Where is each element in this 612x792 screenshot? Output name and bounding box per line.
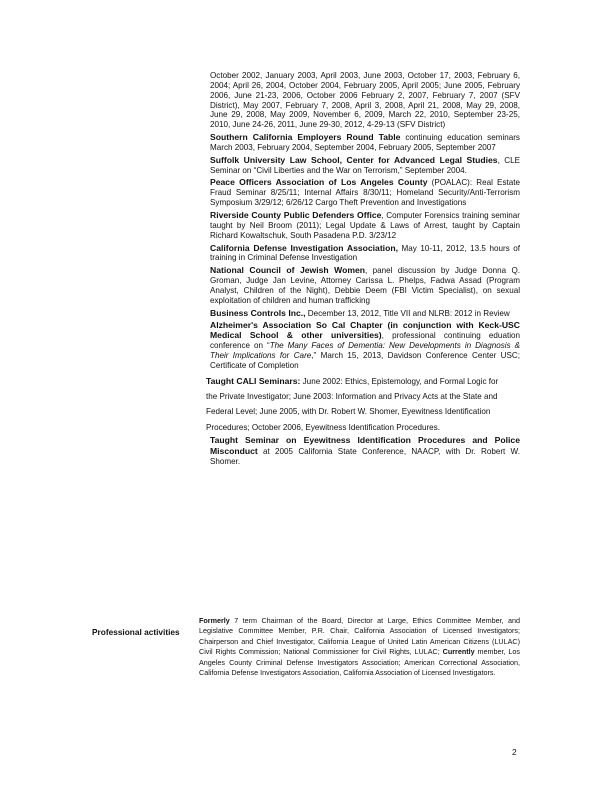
entry-text: October 2002, January 2003, April 2003, June 2003, October 17, 2003, February 6, 2004; April 26, 2004, October 2004, February 2005, April 2005; June 2005, February 2006, June 21-23, 2006, October 2006 February 2, 2007, February 7, 2007 (SFV District), May 2007, February 7, 2008, April 3, 2008, April 21, 2008, May 29, 2008, June 29, 2008, May 2009, November 6, 2009, March 22, 2010, September 23-25, 2010, June 24-26, 2011, June 29-30, 2012, 4-29-13 (SFV District): [210, 71, 520, 130]
entry-text: May 10-11, 2012, 13.5 hours of training in Criminal Defense Investigation: [210, 243, 520, 263]
entry-text: June 2002: Ethics, Epistemology, and Formal Logic for the Private Investigator; June 2003: Information and Privacy Acts at the State and Federal Level; June 2005, with Dr. Robert W. Shomer, Eyewitness Identification Procedures; October 2006, Eyewitness Identification Procedures.: [206, 376, 499, 432]
formerly-text: 7 term Chairman of the Board, Director at Large, Ethics Committee Member, and Legislative Committee Member, P.R. Chair, California Association of Licensed Investigators; Chairperson and Chief Investigator, California League of United Latin American Citizens (LULAC) Civil Rights Commission; National Commissioner for Civil Rights, LULAC;: [199, 616, 520, 657]
cali-seminars-entry: [206, 374, 506, 435]
entry-title: Southern California Employers Round Table: [210, 132, 401, 143]
professional-activities-heading: Professional activities: [92, 627, 180, 637]
entry-title: Riverside County Public Defenders Office: [210, 209, 382, 220]
entry-title: Suffolk University Law School, Center for Advanced Legal Studies: [210, 154, 498, 165]
entry-text: , professional continuing eduation conference on “: [210, 331, 520, 351]
training-entry: [210, 156, 520, 176]
training-entry: [210, 178, 520, 208]
currently-text: member, Los Angeles County Criminal Defense Investigators Association; American Correctional Association, California Defense Investigators Association, California Association of Licensed Investigators.: [199, 647, 520, 678]
entry-title: Alzheimer's Association So Cal Chapter (in conjunction with Keck-USC Medical School & other universities): [210, 320, 520, 341]
entry-text: , panel discussion by Judge Donna Q. Groman, Judge Jan Levine, Attorney Carissa L. Phelps, Fadwa Assad (Program Analyst, Children of the Night), Debbie Deem (FBI Victim Specialist), on sexual exploitation of children and human trafficking: [210, 266, 520, 305]
alzheimers-entry: [210, 321, 520, 370]
training-entry: [210, 71, 520, 130]
entry-title: Taught Seminar on Eyewitness Identification Procedures and Police Misconduct: [210, 434, 520, 456]
training-list: [206, 71, 520, 467]
page-number: 2: [512, 747, 517, 757]
training-entry: [210, 133, 520, 153]
entry-text: ,” March 15, 2013, Davidson Conference Center USC; Certificate of Completion: [210, 350, 520, 370]
entry-text: December 13, 2012, Title VII and NLRB: 2012 in Review: [305, 308, 510, 318]
entry-title: National Council of Jewish Women: [210, 265, 366, 276]
conference-title: The Many Faces of Dementia: New Developments in Diagnosis & Their Implications for Care: [210, 341, 520, 360]
entry-text: continuing education seminars March 2003, February 2004, September 2004, February 2005, September 2007: [210, 133, 520, 152]
eyewitness-seminar-entry: [210, 435, 520, 467]
entry-title: Peace Officers Association of Los Angeles County: [210, 177, 428, 188]
entry-text: (POALAC): Real Estate Fraud Seminar 8/25/11; Internal Affairs 8/30/11; Homeland Security/Anti-Terrorism Symposium 3/29/12; 6/26/12 Cargo Theft Prevention and Investigations: [210, 178, 520, 208]
entry-title: Taught CALI Seminars:: [206, 375, 301, 386]
professional-activities-text: [199, 616, 520, 678]
formerly-label: Formerly: [199, 616, 230, 625]
training-entry: [210, 266, 520, 305]
entry-text: , Computer Forensics training seminar taught by Neil Broom (2011); Legal Update & Laws of Arrest, taught by Captain Richard Kowaltschuk, South Pasadena P.D. 3/23/12: [210, 210, 520, 240]
training-entry: [210, 211, 520, 241]
training-entry: [210, 244, 520, 264]
entry-title: Business Controls Inc.,: [210, 307, 306, 318]
entry-text: , CLE Seminar on “Civil Liberties and the War on Terrorism,” September 2004.: [210, 155, 520, 175]
training-entry: [210, 309, 520, 319]
entry-text: at 2005 California State Conference, NAACP, with Dr. Robert W. Shomer.: [210, 446, 520, 466]
currently-label: Currently: [442, 647, 475, 657]
entry-title: California Defense Investigation Association,: [210, 242, 398, 253]
